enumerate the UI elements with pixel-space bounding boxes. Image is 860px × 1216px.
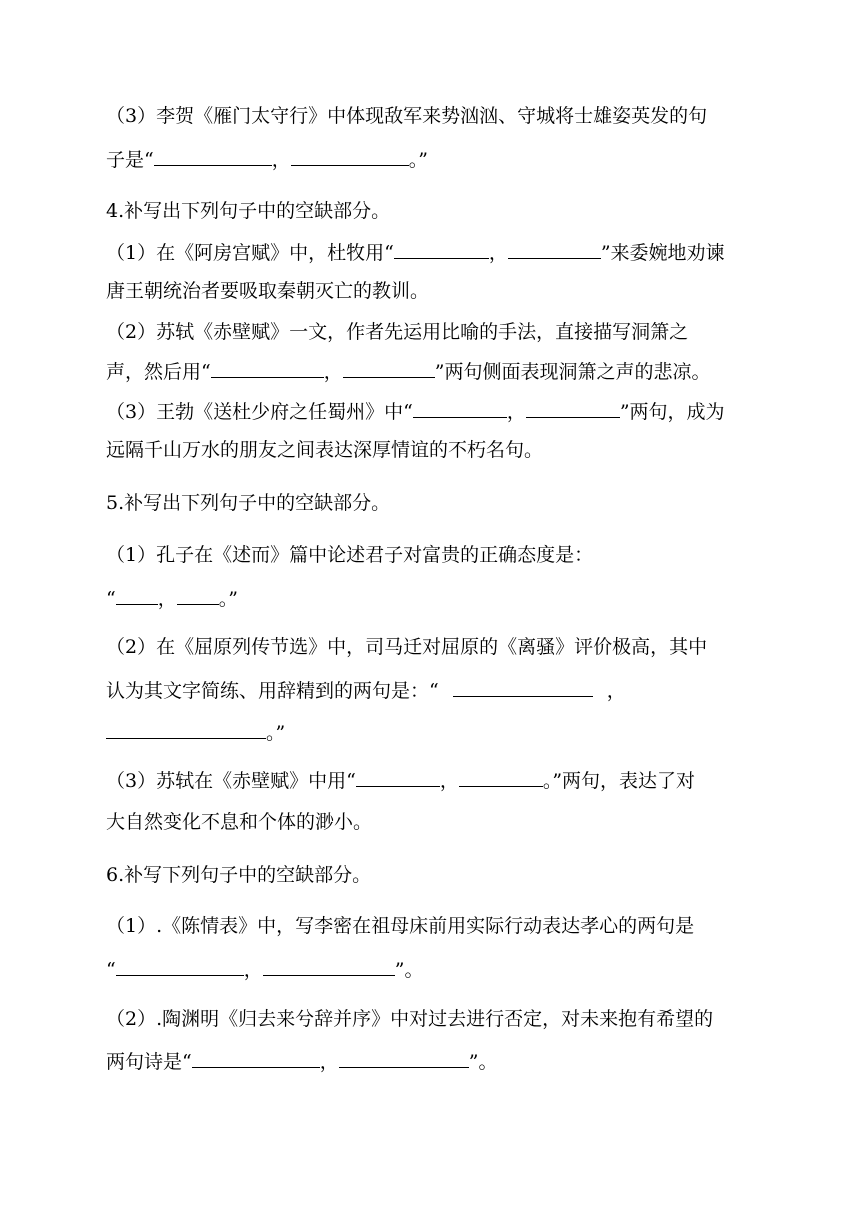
answer-blank[interactable] bbox=[192, 1049, 320, 1068]
answer-blank[interactable] bbox=[211, 359, 324, 378]
text: ”来委婉地劝谏 bbox=[600, 242, 725, 264]
text: ， bbox=[319, 1051, 339, 1073]
text: “ bbox=[106, 588, 116, 610]
q4-3-line2 bbox=[106, 438, 543, 462]
text: ”两句侧面表现洞箫之声的悲凉。 bbox=[434, 361, 711, 383]
text: ， bbox=[157, 588, 177, 610]
text: ， bbox=[243, 959, 263, 981]
text: 4.补写出下列句子中的空缺部分。 bbox=[106, 200, 391, 222]
text: 远隔千山万水的朋友之间表达深厚情谊的不朽名句。 bbox=[106, 439, 544, 461]
answer-blank[interactable] bbox=[291, 147, 409, 166]
text: 子是“ bbox=[106, 149, 154, 171]
answer-blank[interactable] bbox=[339, 1049, 469, 1068]
answer-blank[interactable] bbox=[263, 957, 395, 976]
q5-2-line3 bbox=[106, 720, 285, 745]
q4-2-line2 bbox=[106, 359, 710, 384]
text: ， bbox=[323, 361, 343, 383]
section-4-heading bbox=[106, 199, 390, 223]
text: 认为其文字简练、用辞精到的两句是：“ bbox=[106, 680, 439, 702]
text: （1）.《陈情表》中，写李密在祖母床前用实际行动表达孝心的两句是 bbox=[106, 915, 695, 937]
text: （2）在《屈原列传节选》中，司马迁对屈原的《离骚》评价极高，其中 bbox=[106, 636, 708, 658]
answer-blank[interactable] bbox=[356, 768, 440, 787]
answer-blank[interactable] bbox=[177, 586, 219, 605]
q5-1-line1 bbox=[106, 543, 593, 567]
text: 声，然后用“ bbox=[106, 361, 211, 383]
text: 大自然变化不息和个体的渺小。 bbox=[106, 811, 373, 833]
text: （1）孔子在《述而》篇中论述君子对富贵的正确态度是： bbox=[106, 544, 594, 566]
q4-3-line1 bbox=[106, 399, 725, 424]
q6-2-line1 bbox=[106, 1007, 713, 1031]
answer-blank[interactable] bbox=[116, 957, 244, 976]
answer-blank[interactable] bbox=[343, 359, 435, 378]
answer-blank[interactable] bbox=[508, 240, 601, 259]
answer-blank[interactable] bbox=[116, 586, 158, 605]
answer-blank[interactable] bbox=[459, 768, 543, 787]
answer-blank[interactable] bbox=[106, 720, 266, 739]
answer-blank[interactable] bbox=[526, 399, 620, 418]
section-6-heading bbox=[106, 863, 371, 887]
text: 两句诗是“ bbox=[106, 1051, 192, 1073]
q5-1-line2 bbox=[106, 586, 238, 611]
q5-3-line2 bbox=[106, 810, 372, 834]
q3-3-line1 bbox=[106, 104, 707, 128]
text: “ bbox=[106, 959, 116, 981]
text: ”。 bbox=[468, 1051, 498, 1073]
q6-2-line2 bbox=[106, 1049, 497, 1074]
text: 6.补写下列句子中的空缺部分。 bbox=[106, 864, 372, 886]
q5-2-line2 bbox=[106, 678, 626, 703]
text: （2）.陶渊明《归去来兮辞并序》中对过去进行否定，对未来抱有希望的 bbox=[106, 1008, 714, 1030]
answer-blank[interactable] bbox=[154, 147, 272, 166]
q6-1-line2 bbox=[106, 957, 423, 982]
q6-1-line1 bbox=[106, 914, 694, 938]
text: 。” bbox=[218, 588, 238, 610]
text: 。” bbox=[266, 722, 286, 744]
q5-2-line1 bbox=[106, 635, 707, 659]
text: 唐王朝统治者要吸取秦朝灭亡的教训。 bbox=[106, 280, 430, 302]
section-5-heading bbox=[106, 491, 390, 515]
text: ， bbox=[606, 680, 626, 702]
q5-3-line1 bbox=[106, 768, 695, 793]
text: ， bbox=[506, 401, 526, 423]
text: ， bbox=[439, 770, 459, 792]
text: ”。 bbox=[394, 959, 424, 981]
text: ， bbox=[271, 149, 291, 171]
q4-1-line2 bbox=[106, 279, 429, 303]
text: （3）李贺《雁门太守行》中体现敌军来势汹汹、守城将士雄姿英发的句 bbox=[106, 105, 708, 127]
answer-blank[interactable] bbox=[453, 678, 593, 697]
q3-3-line2 bbox=[106, 147, 428, 172]
answer-blank[interactable] bbox=[394, 240, 489, 259]
text: 。”两句，表达了对 bbox=[542, 770, 696, 792]
text: （1）在《阿房宫赋》中，杜牧用“ bbox=[106, 242, 394, 264]
q4-2-line1 bbox=[106, 320, 688, 344]
text: ”两句，成为 bbox=[619, 401, 725, 423]
text: （3）苏轼在《赤壁赋》中用“ bbox=[106, 770, 356, 792]
text: （2）苏轼《赤壁赋》一文，作者先运用比喻的手法，直接描写洞箫之 bbox=[106, 321, 689, 343]
text: （3）王勃《送杜少府之任蜀州》中“ bbox=[106, 401, 413, 423]
text: ， bbox=[488, 242, 508, 264]
text: 。” bbox=[408, 149, 428, 171]
answer-blank[interactable] bbox=[413, 399, 507, 418]
q4-1-line1 bbox=[106, 240, 725, 265]
text: 5.补写出下列句子中的空缺部分。 bbox=[106, 492, 391, 514]
